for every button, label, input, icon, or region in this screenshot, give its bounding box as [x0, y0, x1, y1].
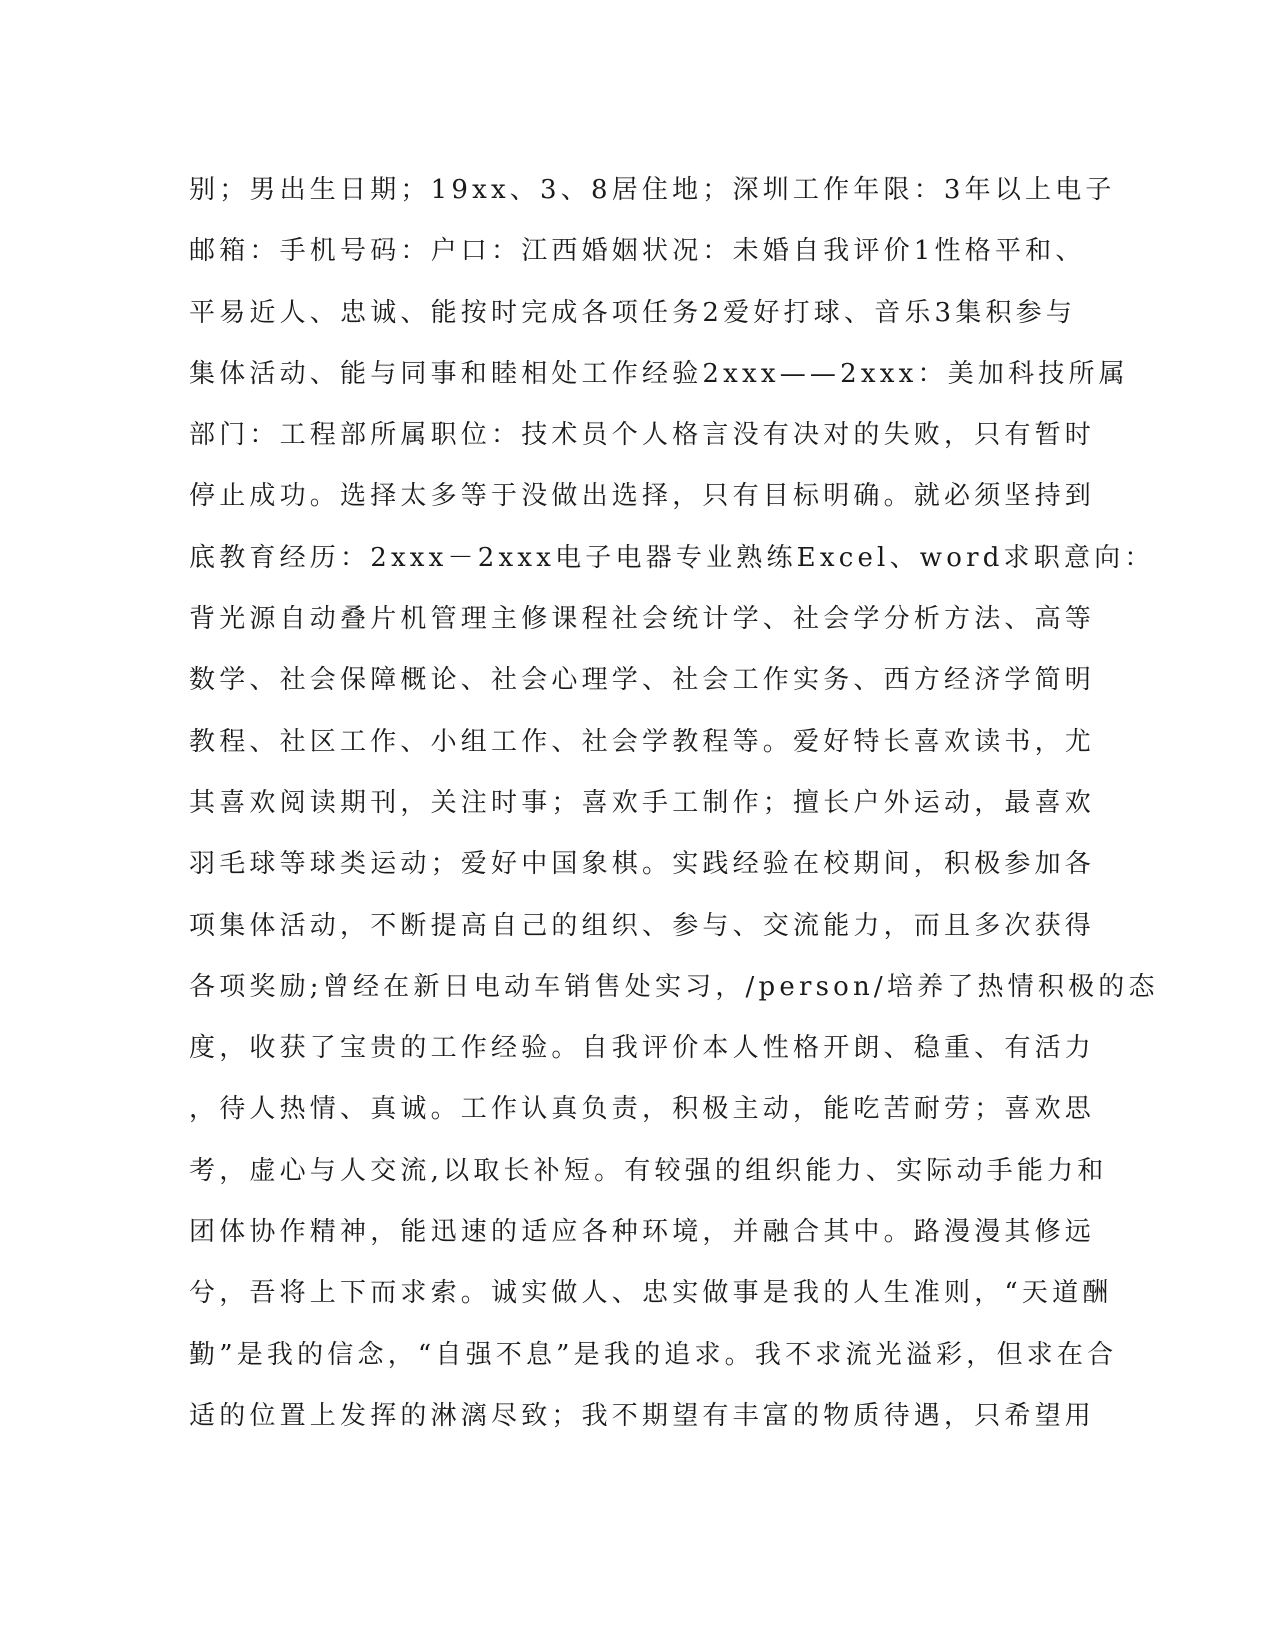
- text-line: 停止成功。选择太多等于没做出选择，只有目标明确。就必须坚持到: [189, 481, 1096, 512]
- text-line: 兮，吾将上下而求索。诚实做人、忠实做事是我的人生准则，“天道酬: [189, 1278, 1113, 1309]
- text-line: 考，虚心与人交流,以取长补短。有较强的组织能力、实际动手能力和: [189, 1155, 1108, 1186]
- text-line: 教程、社区工作、小组工作、社会学教程等。爱好特长喜欢读书，尤: [189, 726, 1096, 757]
- text-line: 邮箱：手机号码：户口：江西婚姻状况：未婚自我评价1性格平和、: [189, 236, 1086, 267]
- text-line: 其喜欢阅读期刊，关注时事；喜欢手工制作；擅长户外运动，最喜欢: [189, 787, 1096, 818]
- text-line: 别；男出生日期；19xx、3、8居住地；深圳工作年限：3年以上电子: [189, 175, 1116, 205]
- text-line: 部门：工程部所属职位：技术员个人格言没有决对的失败，只有暂时: [189, 420, 1096, 451]
- text-line: 羽毛球等球类运动；爱好中国象棋。实践经验在校期间，积极参加各: [189, 849, 1096, 880]
- text-line: 适的位置上发挥的淋漓尽致；我不期望有丰富的物质待遇，只希望用: [189, 1400, 1096, 1431]
- text-line: 集体活动、能与同事和睦相处工作经验2xxx——2xxx：美加科技所属: [189, 358, 1129, 389]
- text-line: 团体协作精神，能迅速的适应各种环境，并融合其中。路漫漫其修远: [189, 1217, 1096, 1248]
- text-line: 度，收获了宝贵的工作经验。自我评价本人性格开朗、稳重、有活力: [189, 1033, 1096, 1064]
- text-line: 项集体活动，不断提高自己的组织、参与、交流能力，而且多次获得: [189, 910, 1096, 941]
- text-line: 平易近人、忠诚、能按时完成各项任务2爱好打球、音乐3集积参与: [189, 297, 1077, 328]
- text-line: 数学、社会保障概论、社会心理学、社会工作实务、西方经济学简明: [189, 665, 1096, 696]
- text-line: 底教育经历：2xxx－2xxx电子电器专业熟练Excel、word求职意向：: [189, 542, 1155, 573]
- text-line: 勤”是我的信念，“自强不息”是我的追求。我不求流光溢彩，但求在合: [189, 1339, 1118, 1370]
- text-line: ，待人热情、真诚。工作认真负责，积极主动，能吃苦耐劳；喜欢思: [189, 1094, 1096, 1125]
- text-line: 背光源自动叠片机管理主修课程社会统计学、社会学分析方法、高等: [189, 604, 1096, 635]
- text-line: 各项奖励;曾经在新日电动车销售处实习，/person/培养了热情积极的态: [189, 971, 1159, 1002]
- resume-body-text: [189, 160, 1159, 1447]
